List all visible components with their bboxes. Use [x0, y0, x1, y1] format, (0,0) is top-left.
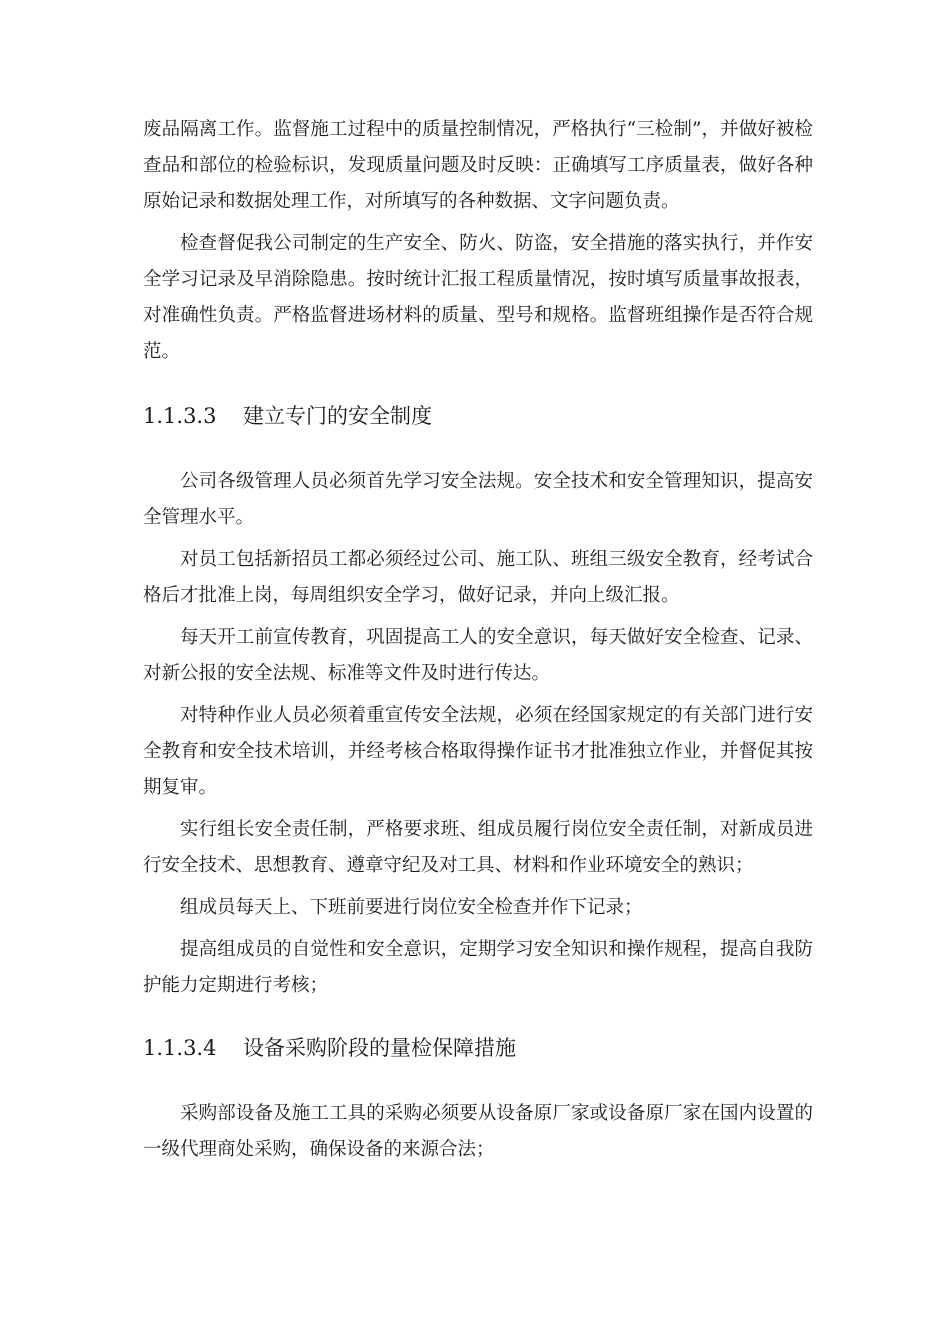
paragraph-continued: 废品隔离工作。监督施工过程中的质量控制情况，严格执行“三检制”，并做好被检查品和部位的检验标识，发现质量问题及时反映：正确填写工序质量表，做好各种原始记录和数据处理工作，对所填写的各种数据、文字问题负责。 — [143, 119, 813, 212]
paragraph: 每天开工前宣传教育，巩固提高工人的安全意识，每天做好安全检查、记录、对新公报的安全法规、标准等文件及时进行传达。 — [143, 627, 813, 684]
paragraph: 实行组长安全责任制，严格要求班、组成员履行岗位安全责任制，对新成员进行安全技术、思想教育、遵章守纪及对工具、材料和作业环境安全的熟识； — [143, 819, 813, 876]
document-body — [143, 112, 813, 1168]
paragraph: 采购部设备及施工工具的采购必须要从设备原厂家或设备原厂家在国内设置的一级代理商处采购，确保设备的来源合法； — [143, 1103, 813, 1160]
paragraph: 对特种作业人员必须着重宣传安全法规，必须在经国家规定的有关部门进行安全教育和安全技术培训，并经考核合格取得操作证书才批准独立作业，并督促其按期复审。 — [143, 705, 813, 798]
section-heading — [143, 1030, 813, 1066]
paragraph: 提高组成员的自觉性和安全意识，定期学习安全知识和操作规程，提高自我防护能力定期进行考核； — [143, 939, 813, 996]
section-title: 设备采购阶段的量检保障措施 — [243, 1036, 516, 1060]
section-number: 1.1.3.4 — [143, 1036, 217, 1060]
paragraph: 公司各级管理人员必须首先学习安全法规。安全技术和安全管理知识，提高安全管理水平。 — [143, 471, 813, 528]
section-title: 建立专门的安全制度 — [243, 404, 432, 428]
section-heading — [143, 398, 813, 434]
section-number: 1.1.3.3 — [143, 404, 217, 428]
paragraph: 检查督促我公司制定的生产安全、防火、防盗，安全措施的落实执行，并作安全学习记录及早消除隐患。按时统计汇报工程质量情况，按时填写质量事故报表，对准确性负责。严格监督进场材料的质量、型号和规格。监督班组操作是否符合规范。 — [143, 233, 813, 362]
paragraph: 组成员每天上、下班前要进行岗位安全检查并作下记录； — [180, 897, 643, 918]
paragraph: 对员工包括新招员工都必须经过公司、施工队、班组三级安全教育，经考试合格后才批准上岗，每周组织安全学习，做好记录，并向上级汇报。 — [143, 549, 813, 606]
